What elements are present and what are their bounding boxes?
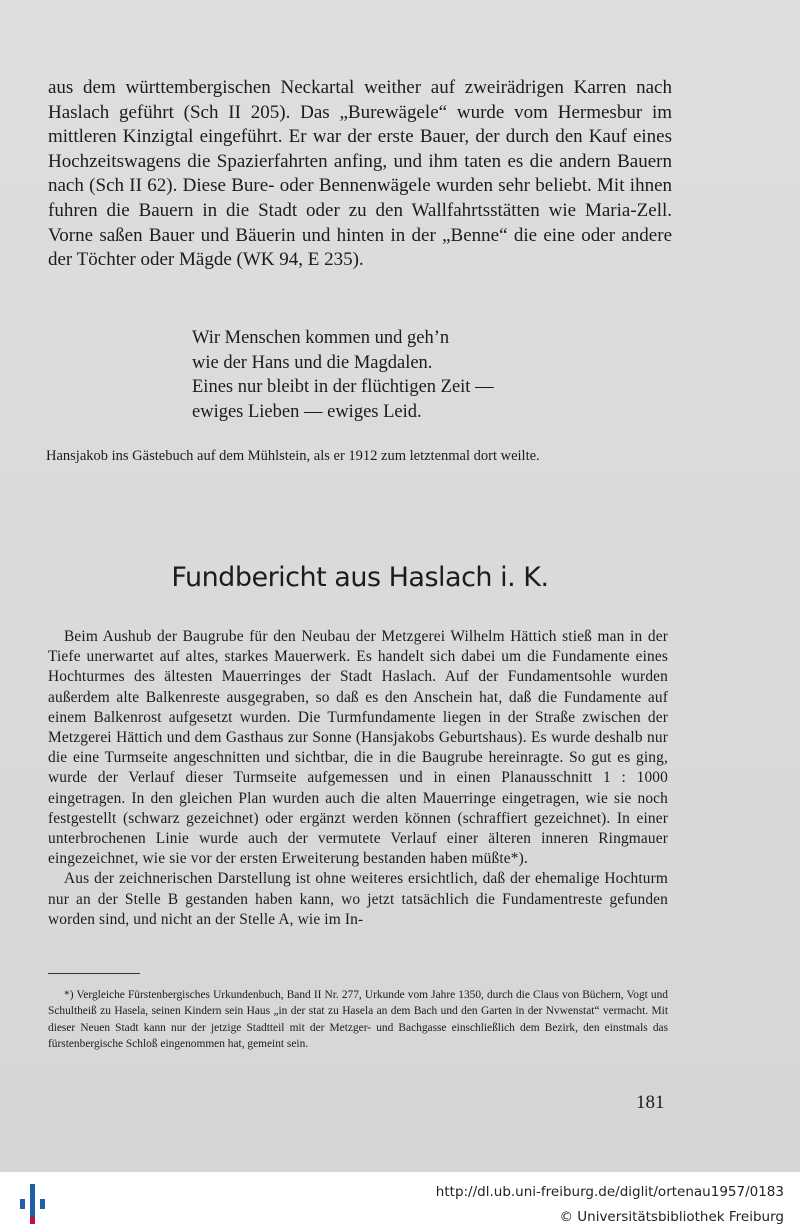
intro-paragraph: aus dem württembergischen Neckartal weither auf zweirädrigen Karren nach Haslach geführt (Sch II 205). Das „Burewägele“ wurde vom Hermesbur im mittleren Kinzigtal eingeführt. Er war der erste Bauer, der durch den Kauf eines Hochzeitswagens die Spazierfahrten anfing, und ihm taten es die andern Bauern nach (Sch II 62). Diese Bure- oder Bennenwägele wurden sehr beliebt. Mit ihnen fuhren die Bauern in die Stadt oder zu den Wallfahrtsstätten wie Maria-Zell. Vorne saßen Bauer und Bäuerin und hinten in der „Benne“ die eine oder andere der Töchter oder Mägde (WK 94, E 235). [48, 77, 672, 271]
poem-line: Eines nur bleibt in der flüchtigen Zeit — [192, 377, 494, 397]
footnote-divider [48, 973, 140, 974]
footnote [48, 987, 668, 1052]
article-paragraph: Beim Aushub der Baugrube für den Neubau der Metzgerei Wilhelm Hättich stieß man in der Tiefe unerwartet auf altes, starkes Mauerwerk. Es handelt sich dabei um die Fundamente eines Hochturmes des ältesten Mauerringes der Stadt Haslach. Auf der Fundamentsohle wurden außerdem alte Balkenreste ausgegraben, so daß es den Anschein hat, daß die Fundamente auf einem Balkenrost aufgesetzt wurden. Die Turmfundamente liegen in der Straße zwischen der Metzgerei Hättich und dem Gasthaus zur Sonne (Hansjakobs Geburtshaus). Es wurde deshalb nur die eine Turmseite angeschnitten und sichtbar, die in die Baugrube hereinragte. So gut es ging, wurde der Verlauf dieser Turmseite aufgemessen und in einen Planausschnitt 1 : 1000 eingetragen. In den gleichen Plan wurden auch die alten Mauerringe eingetragen, wie sie noch festgestellt (schwarz gezeichnet) oder ergänzt werden können (schraffiert gezeichnet). In einer unterbrochenen Linie wurde auch der vermutete Verlauf einer älteren inneren Ringmauer eingezeichnet, wie sie vor der ersten Erweiterung bestanden haben müßte*). [48, 628, 668, 868]
logo-bar [40, 1199, 45, 1209]
poem-line: ewiges Lieben — ewiges Leid. [192, 401, 422, 422]
poem-credit: Hansjakob ins Gästebuch auf dem Mühlstein, als er 1912 zum letztenmal dort weilte. [46, 448, 540, 464]
poem-line: wie der Hans und die Magdalen. [192, 352, 433, 373]
poem-line: Wir Menschen kommen und geh’n [192, 328, 450, 348]
intro-text [48, 76, 672, 273]
page-number: 181 [636, 1092, 665, 1113]
article-body [48, 627, 668, 930]
permalink-link[interactable]: http://dl.ub.uni-freiburg.de/diglit/ortenau1957/0183 [435, 1184, 784, 1200]
footnote-text: *) Vergleiche Fürstenbergisches Urkundenbuch, Band II Nr. 277, Urkunde vom Jahre 1350, durch die Claus von Büchern, Vogt und Schultheiß zu Hasela, seinen Kindern sein Haus „in der stat zu Hasela an dem Bach und den Garten in der Nvwenstat“ vermacht. Mit dieser Neuen Stadt kann nur der jetzige Stadtteil mit der Metzger- und Bachgasse einschließlich dem Bezirk, den einstmals das fürstenbergische Schloß eingenommen hat, gemeint sein. [48, 989, 668, 1050]
logo-bar [30, 1217, 35, 1224]
logo-bar [20, 1199, 25, 1209]
article-title: Fundbericht aus Haslach i. K. [171, 562, 549, 593]
poem [192, 326, 494, 424]
copyright-notice: © Universitätsbibliothek Freiburg [559, 1209, 784, 1225]
ub-freiburg-logo-icon[interactable] [18, 1182, 48, 1226]
article-paragraph: Aus der zeichnerischen Darstellung ist ohne weiteres ersichtlich, daß der ehemalige Hochturm nur an der Stelle B gestanden haben kann, wo jetzt tatsächlich die Fundamentreste gefunden worden sind, und nicht an der Stelle A, wie im In- [48, 870, 668, 928]
